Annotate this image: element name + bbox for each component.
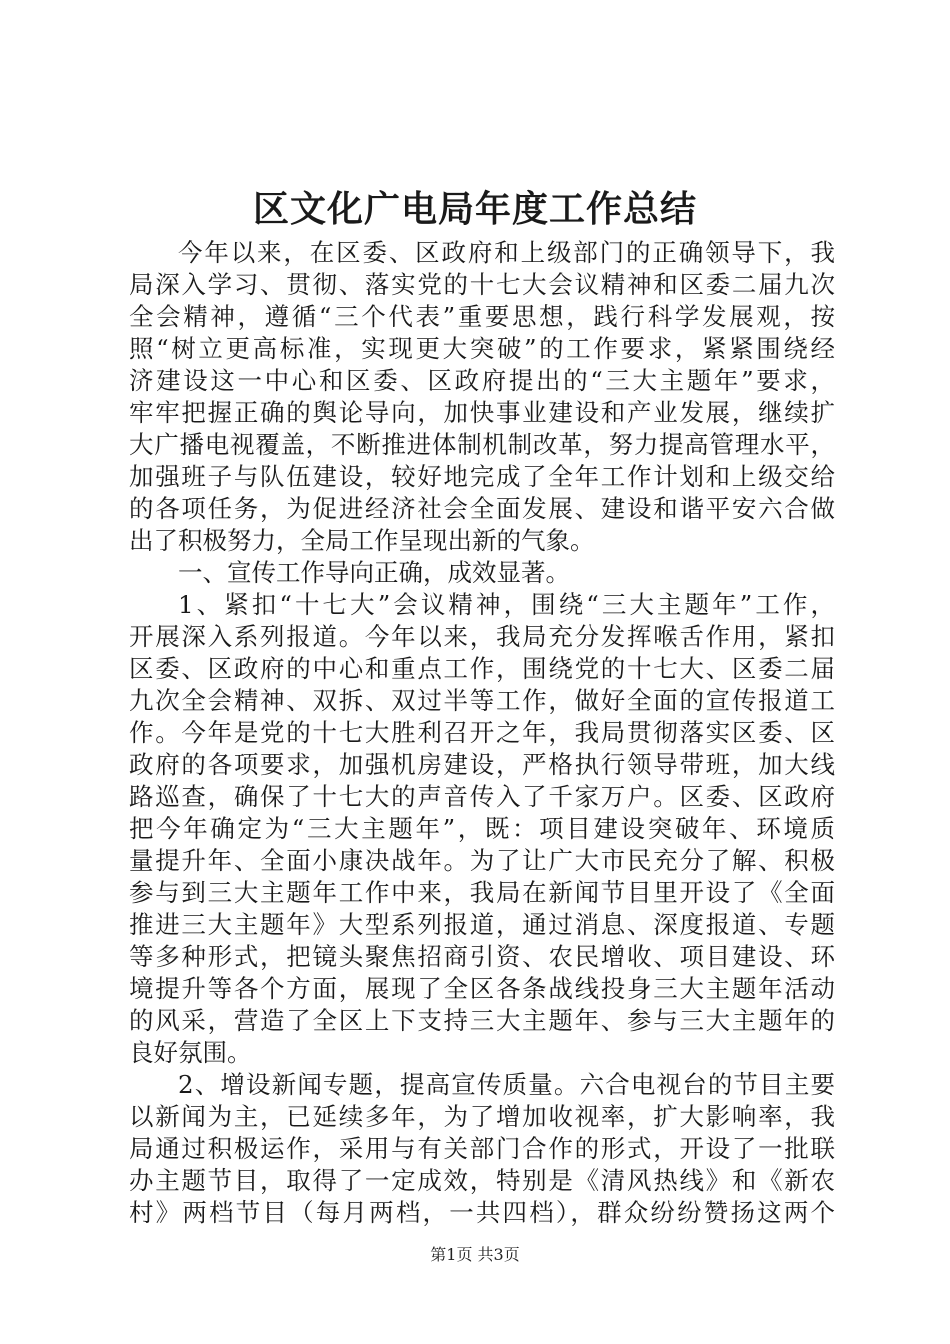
text-line: 良好氛围。 [129, 1038, 252, 1067]
text-line: 全会精神，遵循“三个代表”重要思想，践行科学发展观，按 [129, 302, 835, 331]
text-line: 今年以来，在区委、区政府和上级部门的正确领导下，我 [178, 238, 835, 267]
text-line: 的风采，营造了全区上下支持三大主题年、参与三大主题年的 [129, 1006, 835, 1035]
text-line: 办主题节目，取得了一定成效，特别是《清风热线》和《新农 [129, 1166, 835, 1195]
text-line: 区委、区政府的中心和重点工作，围绕党的十七大、区委二届 [129, 654, 835, 683]
section-heading: 一、宣传工作导向正确，成效显著。 [178, 558, 570, 587]
text-line: 政府的各项要求，加强机房建设，严格执行领导带班，加大线 [129, 750, 835, 779]
text-line: 境提升等各个方面，展现了全区各条战线投身三大主题年活动 [129, 974, 835, 1003]
text-line: 推进三大主题年》大型系列报道，通过消息、深度报道、专题 [129, 910, 835, 939]
text-line: 九次全会精神、双拆、双过半等工作，做好全面的宣传报道工 [129, 686, 835, 715]
text-line: 加强班子与队伍建设，较好地完成了全年工作计划和上级交给 [129, 462, 835, 491]
text-line: 以新闻为主，已延续多年，为了增加收视率，扩大影响率，我 [129, 1102, 835, 1131]
text-line: 把今年确定为“三大主题年”，既：项目建设突破年、环境质 [129, 814, 835, 843]
text-line: 的各项任务，为促进经济社会全面发展、建设和谐平安六合做 [129, 494, 835, 523]
text-line: 牢牢把握正确的舆论导向，加快事业建设和产业发展，继续扩 [129, 398, 835, 427]
text-line: 2、增设新闻专题，提高宣传质量。六合电视台的节目主要 [178, 1070, 835, 1099]
text-line: 村》两档节目（每月两档，一共四档），群众纷纷赞扬这两个 [129, 1198, 835, 1227]
text-line: 出了积极努力，全局工作呈现出新的气象。 [129, 526, 595, 555]
text-line: 局通过积极运作，采用与有关部门合作的形式，开设了一批联 [129, 1134, 835, 1163]
text-line: 照“树立更高标准，实现更大突破”的工作要求，紧紧围绕经 [129, 334, 835, 363]
document-title: 区文化广电局年度工作总结 [252, 188, 697, 230]
text-line: 参与到三大主题年工作中来，我局在新闻节目里开设了《全面 [129, 878, 835, 907]
text-line: 局深入学习、贯彻、落实党的十七大会议精神和区委二届九次 [129, 270, 835, 299]
text-line: 等多种形式，把镜头聚焦招商引资、农民增收、项目建设、环 [129, 942, 835, 971]
text-line: 1、紧扣“十七大”会议精神，围绕“三大主题年”工作， [178, 590, 835, 619]
text-line: 量提升年、全面小康决战年。为了让广大市民充分了解、积极 [129, 846, 835, 875]
document-body [129, 237, 835, 1229]
text-line: 济建设这一中心和区委、区政府提出的“三大主题年”要求， [129, 366, 835, 395]
text-line: 作。今年是党的十七大胜利召开之年，我局贯彻落实区委、区 [129, 718, 835, 747]
page-footer: 第1页 共3页 [430, 1245, 520, 1264]
text-line: 路巡查，确保了十七大的声音传入了千家万户。区委、区政府 [129, 782, 835, 811]
text-line: 大广播电视覆盖，不断推进体制机制改革，努力提高管理水平， [129, 430, 835, 459]
text-line: 开展深入系列报道。今年以来，我局充分发挥喉舌作用，紧扣 [129, 622, 835, 651]
